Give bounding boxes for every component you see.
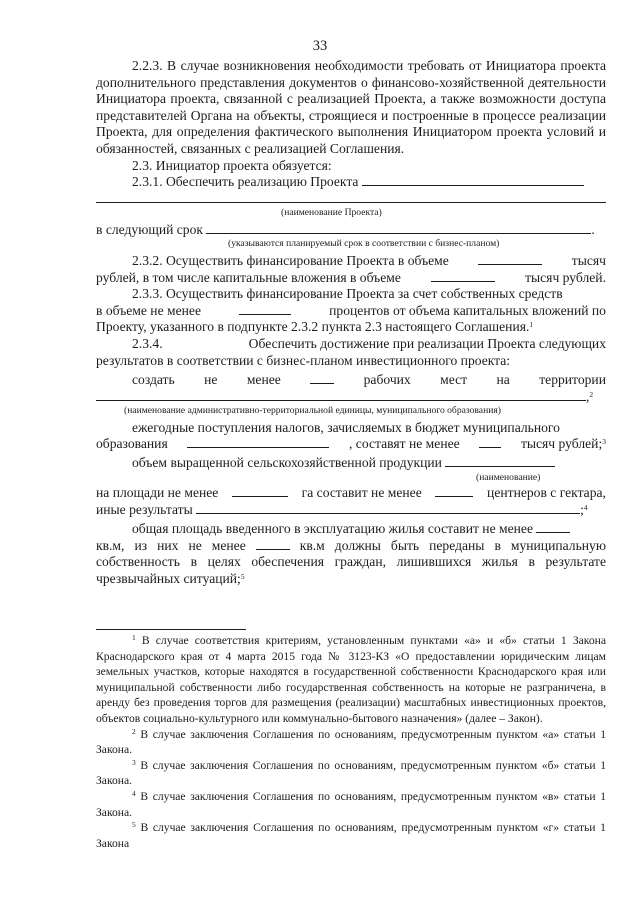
area-line: на площади не менее га составит не менее центнеров с гектара,: [96, 485, 606, 501]
clause-2-3: 2.3. Инициатор проекта обязуется:: [132, 157, 332, 173]
housing-line1: общая площадь введенного в эксплуатацию жилья составит не менее: [96, 521, 606, 538]
clause-2-3-4-line2: результатов в соответствии с бизнес-планом инвестиционного проекта:: [96, 352, 511, 368]
footnotes: [96, 633, 606, 851]
project-blank-line: [96, 191, 606, 208]
clause-2-2-3: 2.2.3. В случае возникновения необходимости требовать от Инициатора проекта дополнительного представления документов о финансово-хозяйственной деятельности Инициатора проекта, связанной с реализацией Проекта, а также возможности доступа представителей Органа на объекты, строящиеся и построенные в процессе реализации Проекта, для определения фактического выполнения Инициатором проекта условий и обязанностей, связанных с реализацией Соглашения.: [96, 58, 606, 156]
housing-line2: кв.м, из них не менее кв.м должны быть переданы в муниципальную: [96, 537, 606, 553]
clause-2-3-3-line1: 2.3.3. Осуществить финансирование Проекта за счет собственных средств: [132, 286, 563, 302]
clause-2-3-1-text: 2.3.1. Обеспечить реализацию Проекта: [132, 174, 359, 190]
caption-deadline: (указываются планируемый срок в соответствии с бизнес-планом): [228, 238, 500, 250]
project-blank: [362, 174, 584, 186]
caption-name: (наименование): [476, 471, 541, 483]
housing-line3: собственность в целях обеспечения граждан, лишившихся жилья в результате чрезвычайных ситуаций;$^5$: [96, 554, 606, 587]
deadline-line: в следующий срок .: [96, 221, 595, 237]
caption-territory: (наименование административно-территориальной единицы, муниципального образования): [124, 405, 501, 417]
page-number: 33: [312, 38, 328, 54]
caption-project-name: (наименование Проекта): [281, 207, 382, 219]
clause-2-3-1: [96, 174, 606, 191]
tax-line2: образования , составят не менее тысяч рублей;$^3$: [96, 436, 606, 452]
footnote-2: $^2$ В случае заключения Соглашения по основаниям, предусмотренным пунктом «а» статьи 1 Закона.: [96, 726, 606, 757]
other-results-line: иные результаты ;$^4$: [96, 501, 588, 517]
footnote-3: $^3$ В случае заключения Соглашения по основаниям, предусмотренным пунктом «б» статьи 1 Закона.: [96, 757, 606, 788]
agreement-body: [96, 58, 606, 588]
tax-line1: ежегодные поступления налогов, зачисляемых в бюджет муниципального: [132, 419, 560, 435]
clause-2-3-3-line2: в объеме не менее процентов от объема капитальных вложений по: [96, 302, 606, 318]
territory-blank-line: ,$^2$: [96, 389, 606, 406]
deadline-label: в следующий срок: [96, 221, 204, 237]
clause-2-3-2-line2: рублей, в том числе капитальные вложения в объеме тысяч рублей.: [96, 269, 606, 285]
clause-2-3-3-line3: Проекту, указанного в подпункте 2.3.2 пункта 2.3 настоящего Соглашения.$^1$: [96, 319, 534, 335]
footnote-separator: [96, 629, 246, 630]
deadline-blank: [206, 222, 591, 234]
footnote-1: $^1$ В случае соответствия критериям, установленным пунктами «а» и «б» статьи 1 Закона Краснодарского края от 4 марта 2015 года № 3123-КЗ «О предоставлении юридическим лицам земельных участков, которые находятся в государственной собственности Краснодарского края или муниципальной собственности либо государственная собственность на которые не разграничена, в аренду без проведения торгов для размещения (реализации) масштабных инвестиционных проектов, объектов социально-культурного или коммунально-бытового назначения» (далее – Закон).: [96, 633, 606, 725]
clause-2-3-4-line1: 2.3.4. Обеспечить достижение при реализации Проекта следующих: [132, 335, 606, 351]
agri-line: объем выращенной сельскохозяйственной продукции: [96, 455, 606, 472]
jobs-line: создать не менее рабочих мест на территории: [132, 372, 606, 388]
clause-2-3-2-line1: 2.3.2. Осуществить финансирование Проекта в объеме тысяч: [132, 252, 606, 268]
footnote-4: $^4$ В случае заключения Соглашения по основаниям, предусмотренным пунктом «в» статьи 1 Закона.: [96, 788, 606, 819]
footnote-5: $^5$ В случае заключения Соглашения по основаниям, предусмотренным пунктом «г» статьи 1 Закона: [96, 820, 606, 850]
